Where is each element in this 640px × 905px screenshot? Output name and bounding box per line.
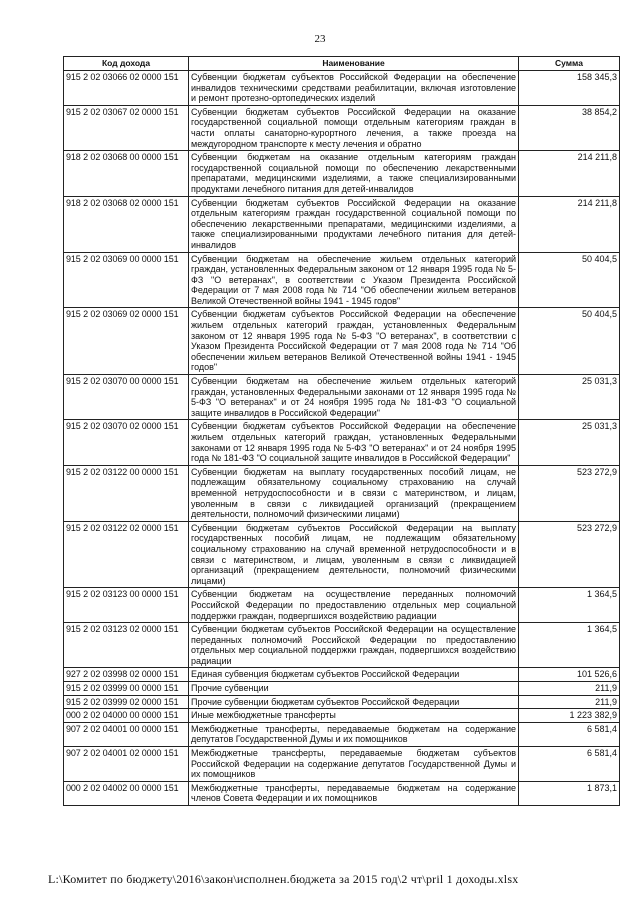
income-name-cell: Субвенции бюджетам субъектов Российской Федерации на обеспечение инвалидов техническими средствами реабилитации, включая изготовление и ремонт протезно-ортопедических изделий (189, 71, 519, 106)
table-row (64, 747, 620, 782)
table-row (64, 420, 620, 465)
income-sum-cell: 211,9 (519, 682, 620, 696)
table-row (64, 588, 620, 623)
income-code-cell: 915 2 02 03123 00 0000 151 (64, 588, 189, 623)
table-row (64, 781, 620, 805)
table-row (64, 722, 620, 746)
table-row (64, 252, 620, 308)
income-code-cell: 915 2 02 03069 02 0000 151 (64, 308, 189, 375)
income-code-cell: 915 2 02 03070 00 0000 151 (64, 375, 189, 420)
income-name-cell: Иные межбюджетные трансферты (189, 709, 519, 723)
income-code-cell: 915 2 02 03066 02 0000 151 (64, 71, 189, 106)
income-code-cell: 915 2 02 03999 02 0000 151 (64, 695, 189, 709)
table-row (64, 375, 620, 420)
income-code-cell: 915 2 02 03999 00 0000 151 (64, 682, 189, 696)
income-name-cell: Субвенции бюджетам на оказание отдельным категориям граждан государственной социальной помощи по обеспечению лекарственными препаратами, медицинскими изделиями, а также специализированными продуктами лечебного питания для детей-инвалидов (189, 151, 519, 196)
income-sum-cell: 158 345,3 (519, 71, 620, 106)
header-name: Наименование (189, 57, 519, 71)
income-code-cell: 907 2 02 04001 00 0000 151 (64, 722, 189, 746)
income-name-cell: Субвенции бюджетам на выплату государственных пособий лицам, не подлежащим обязательному социальному страхованию на случай временной нетрудоспособности и в связи с материнством, и лицам, уволенным в связи с ликвидацией организаций (прекращением деятельности, полномочий физическими лицами) (189, 465, 519, 521)
header-code: Код дохода (64, 57, 189, 71)
income-sum-cell: 214 211,8 (519, 196, 620, 252)
table-row (64, 623, 620, 668)
table-row (64, 196, 620, 252)
income-name-cell: Субвенции бюджетам субъектов Российской Федерации на обеспечение жильем отдельных категорий граждан, установленных Федеральным законом от 12 января 1995 года № 5-ФЗ "О ветеранах", в соответствии с Указом Президента Российской Федерации от 7 мая 2008 года № 714 "Об обеспечении жильем ветеранов Великой Отечественной войны 1941 - 1945 годов" (189, 308, 519, 375)
income-sum-cell: 38 854,2 (519, 105, 620, 150)
income-name-cell: Субвенции бюджетам субъектов Российской Федерации на обеспечение жильем отдельных категорий граждан, установленных Федеральными законами от 12 января 1995 года № 5-ФЗ "О ветеранах" и от 24 ноября 1995 года № 181-ФЗ "О социальной защите инвалидов в Российской Федерации" (189, 420, 519, 465)
income-name-cell: Межбюджетные трансферты, передаваемые бюджетам на содержание членов Совета Федерации и их помощников (189, 781, 519, 805)
income-code-cell: 000 2 02 04000 00 0000 151 (64, 709, 189, 723)
table-header-row (64, 57, 620, 71)
income-sum-cell: 1 364,5 (519, 623, 620, 668)
income-sum-cell: 25 031,3 (519, 420, 620, 465)
table-row (64, 465, 620, 521)
income-name-cell: Межбюджетные трансферты, передаваемые бюджетам субъектов Российской Федерации на содержание депутатов Государственной Думы и их помощников (189, 747, 519, 782)
page-number: 23 (314, 33, 326, 45)
income-code-cell: 000 2 02 04002 00 0000 151 (64, 781, 189, 805)
header-sum: Сумма (519, 57, 620, 71)
income-sum-cell: 1 364,5 (519, 588, 620, 623)
income-code-cell: 915 2 02 03070 02 0000 151 (64, 420, 189, 465)
table-row (64, 521, 620, 588)
income-name-cell: Прочие субвенции бюджетам субъектов Российской Федерации (189, 695, 519, 709)
income-sum-cell: 25 031,3 (519, 375, 620, 420)
income-name-cell: Субвенции бюджетам субъектов Российской Федерации на выплату государственных пособий лицам, не подлежащим обязательному социальному страхованию на случай временной нетрудоспособности и в связи с материнством, и лицам, уволенным в связи с ликвидацией организаций (прекращением деятельности, полномочий физическими лицами) (189, 521, 519, 588)
file-path-footer: L:\Комитет по бюджету\2016\закон\исполнен.бюджета за 2015 год\2 чт\pril 1 доходы.xlsx (48, 872, 519, 886)
income-code-cell: 915 2 02 03122 00 0000 151 (64, 465, 189, 521)
income-code-cell: 907 2 02 04001 02 0000 151 (64, 747, 189, 782)
income-name-cell: Прочие субвенции (189, 682, 519, 696)
table-row (64, 151, 620, 196)
income-name-cell: Субвенции бюджетам на обеспечение жильем отдельных категорий граждан, установленных Федеральными законами от 12 января 1995 года № 5-ФЗ "О ветеранах" и от 24 ноября 1995 года № 181-ФЗ "О социальной защите инвалидов в Российской Федерации" (189, 375, 519, 420)
income-code-cell: 915 2 02 03122 02 0000 151 (64, 521, 189, 588)
income-sum-cell: 50 404,5 (519, 252, 620, 308)
income-name-cell: Субвенции бюджетам на осуществление переданных полномочий Российской Федерации по предоставлению отдельных мер социальной поддержки граждан, подвергшихся воздействию радиации (189, 588, 519, 623)
income-sum-cell: 523 272,9 (519, 521, 620, 588)
table-row (64, 308, 620, 375)
income-name-cell: Субвенции бюджетам субъектов Российской Федерации на оказание отдельным категориям граждан государственной социальной помощи по обеспечению лекарственными препаратами, медицинскими изделиями, а также специализированными продуктами лечебного питания для детей-инвалидов (189, 196, 519, 252)
income-sum-cell: 211,9 (519, 695, 620, 709)
income-code-cell: 918 2 02 03068 00 0000 151 (64, 151, 189, 196)
income-sum-cell: 101 526,6 (519, 668, 620, 682)
table-row (64, 682, 620, 696)
income-sum-cell: 214 211,8 (519, 151, 620, 196)
income-sum-cell: 523 272,9 (519, 465, 620, 521)
income-name-cell: Субвенции бюджетам субъектов Российской Федерации на оказание государственной социальной помощи отдельным категориям граждан в части оплаты санаторно-курортного лечения, а также проезда на междугородном транспорте к месту лечения и обратно (189, 105, 519, 150)
table-row (64, 695, 620, 709)
income-name-cell: Субвенции бюджетам субъектов Российской Федерации на осуществление переданных полномочий Российской Федерации по предоставлению отдельных мер социальной поддержки граждан, подвергшихся воздействию радиации (189, 623, 519, 668)
income-code-cell: 918 2 02 03068 02 0000 151 (64, 196, 189, 252)
income-sum-cell: 1 873,1 (519, 781, 620, 805)
table-row (64, 105, 620, 150)
income-table (63, 56, 620, 806)
income-code-cell: 915 2 02 03069 00 0000 151 (64, 252, 189, 308)
income-code-cell: 927 2 02 03998 02 0000 151 (64, 668, 189, 682)
income-sum-cell: 6 581,4 (519, 747, 620, 782)
income-sum-cell: 1 223 382,9 (519, 709, 620, 723)
table-row (64, 709, 620, 723)
income-name-cell: Субвенции бюджетам на обеспечение жильем отдельных категорий граждан, установленных Федеральным законом от 12 января 1995 года № 5-ФЗ "О ветеранах", в соответствии с Указом Президента Российской Федерации от 7 мая 2008 года № 714 "Об обеспечении жильем ветеранов Великой Отечественной войны 1941 - 1945 годов" (189, 252, 519, 308)
table-row (64, 71, 620, 106)
income-name-cell: Единая субвенция бюджетам субъектов Российской Федерации (189, 668, 519, 682)
table-row (64, 668, 620, 682)
income-name-cell: Межбюджетные трансферты, передаваемые бюджетам на содержание депутатов Государственной Думы и их помощников (189, 722, 519, 746)
income-code-cell: 915 2 02 03123 02 0000 151 (64, 623, 189, 668)
income-sum-cell: 6 581,4 (519, 722, 620, 746)
income-code-cell: 915 2 02 03067 02 0000 151 (64, 105, 189, 150)
income-sum-cell: 50 404,5 (519, 308, 620, 375)
